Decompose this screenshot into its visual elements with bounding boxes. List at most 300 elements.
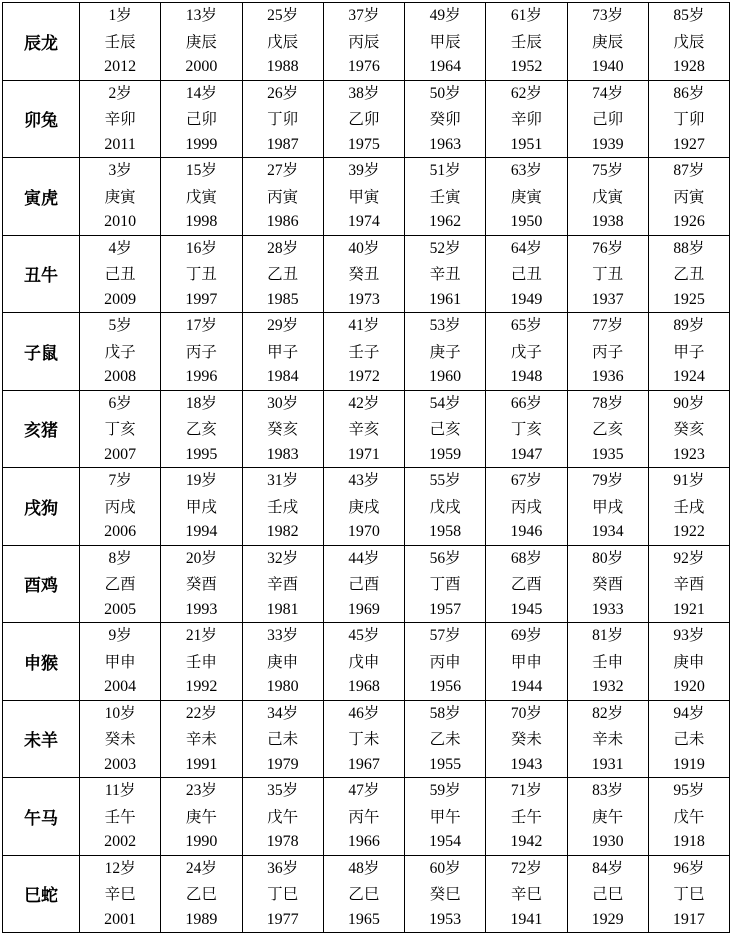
year-text: 2003 <box>104 755 137 773</box>
ganzhi-text: 戊申 <box>348 652 380 671</box>
ganzhi-text: 庚子 <box>429 342 461 361</box>
year-text: 1955 <box>429 755 462 773</box>
zodiac-label: 酉鸡 <box>3 545 80 623</box>
table-cell <box>648 623 729 701</box>
zodiac-label: 申猴 <box>3 623 80 701</box>
year-text: 1963 <box>429 135 462 153</box>
year-text: 1921 <box>672 600 705 618</box>
age-text: 4岁 <box>108 239 132 257</box>
table-cell <box>323 778 404 856</box>
table-cell <box>567 3 648 81</box>
table-cell <box>648 3 729 81</box>
year-text: 1948 <box>510 368 543 385</box>
year-text: 1966 <box>347 833 380 850</box>
table-row <box>3 855 730 933</box>
ganzhi-text: 己巳 <box>592 885 624 903</box>
ganzhi-text: 庚申 <box>267 652 299 671</box>
table-cell <box>242 313 323 391</box>
ganzhi-text: 乙丑 <box>673 265 705 283</box>
age-text: 51岁 <box>429 162 461 179</box>
age-text: 58岁 <box>429 704 461 722</box>
age-text: 10岁 <box>104 704 136 722</box>
zodiac-label: 戌狗 <box>3 468 80 546</box>
ganzhi-text: 己未 <box>267 730 299 748</box>
year-text: 1980 <box>266 678 299 695</box>
table-cell <box>80 80 161 158</box>
age-text: 2岁 <box>108 84 132 102</box>
table-cell <box>161 623 242 701</box>
ganzhi-text: 庚午 <box>185 807 217 826</box>
ganzhi-text: 壬午 <box>510 807 542 826</box>
ganzhi-text: 甲戌 <box>185 497 217 516</box>
year-text: 1929 <box>591 910 624 928</box>
year-text: 1946 <box>510 523 543 540</box>
age-text: 25岁 <box>267 7 299 24</box>
table-cell <box>405 313 486 391</box>
age-text: 30岁 <box>267 394 299 412</box>
zodiac-label: 卯兔 <box>3 80 80 158</box>
ganzhi-text: 丁丑 <box>592 265 624 283</box>
year-text: 1959 <box>429 445 462 463</box>
age-text: 45岁 <box>348 627 380 644</box>
age-text: 75岁 <box>592 162 624 179</box>
zodiac-label: 亥猪 <box>3 390 80 468</box>
table-cell <box>567 468 648 546</box>
table-cell <box>486 313 567 391</box>
age-text: 5岁 <box>108 317 132 334</box>
table-cell <box>405 158 486 236</box>
table-cell <box>486 545 567 623</box>
year-text: 1983 <box>266 445 299 463</box>
table-cell <box>323 700 404 778</box>
year-text: 2012 <box>104 58 137 75</box>
year-text: 1923 <box>672 445 705 463</box>
ganzhi-text: 癸酉 <box>185 575 217 593</box>
ganzhi-text: 丙午 <box>348 807 380 826</box>
age-text: 38岁 <box>348 84 380 102</box>
year-text: 1975 <box>347 135 380 153</box>
year-text: 1998 <box>185 213 218 230</box>
table-cell <box>323 545 404 623</box>
age-text: 34岁 <box>267 704 299 722</box>
year-text: 1973 <box>347 290 380 308</box>
table-cell <box>161 313 242 391</box>
age-text: 91岁 <box>673 472 705 489</box>
table-cell <box>648 313 729 391</box>
ganzhi-text: 戊辰 <box>673 32 705 51</box>
table-row <box>3 545 730 623</box>
ganzhi-text: 辛酉 <box>673 575 705 593</box>
ganzhi-text: 庚寅 <box>104 187 136 206</box>
ganzhi-text: 丙寅 <box>267 187 299 206</box>
age-text: 14岁 <box>185 84 217 102</box>
zodiac-age-table <box>2 2 730 933</box>
age-text: 81岁 <box>592 627 624 644</box>
age-text: 36岁 <box>267 859 299 877</box>
ganzhi-text: 戊午 <box>267 807 299 826</box>
age-text: 22岁 <box>185 704 217 722</box>
ganzhi-text: 乙巳 <box>348 885 380 903</box>
table-cell <box>567 158 648 236</box>
table-cell <box>161 390 242 468</box>
age-text: 71岁 <box>510 782 542 799</box>
year-text: 1994 <box>185 523 218 540</box>
ganzhi-text: 丙辰 <box>348 32 380 51</box>
table-row <box>3 623 730 701</box>
table-cell <box>80 778 161 856</box>
table-cell <box>405 235 486 313</box>
table-row <box>3 158 730 236</box>
age-text: 96岁 <box>673 859 705 877</box>
table-cell <box>161 468 242 546</box>
age-text: 35岁 <box>267 782 299 799</box>
table-cell <box>567 80 648 158</box>
ganzhi-text: 乙酉 <box>104 575 136 593</box>
year-text: 1968 <box>347 678 380 695</box>
age-text: 16岁 <box>185 239 217 257</box>
ganzhi-text: 庚申 <box>673 652 705 671</box>
ganzhi-text: 己酉 <box>348 575 380 593</box>
year-text: 1987 <box>266 135 299 153</box>
age-text: 46岁 <box>348 704 380 722</box>
year-text: 1922 <box>672 523 705 540</box>
ganzhi-text: 己丑 <box>104 265 136 283</box>
age-text: 1岁 <box>108 7 132 24</box>
year-text: 1944 <box>510 678 543 695</box>
ganzhi-text: 庚辰 <box>185 32 217 51</box>
year-text: 2007 <box>104 445 137 463</box>
year-text: 1979 <box>266 755 299 773</box>
ganzhi-text: 壬戌 <box>673 497 705 516</box>
year-text: 1992 <box>185 678 218 695</box>
year-text: 1918 <box>672 833 705 850</box>
table-cell <box>242 235 323 313</box>
table-cell <box>161 3 242 81</box>
table-cell <box>323 623 404 701</box>
ganzhi-text: 乙丑 <box>267 265 299 283</box>
table-cell <box>567 700 648 778</box>
ganzhi-text: 甲子 <box>673 342 705 361</box>
age-text: 50岁 <box>429 84 461 102</box>
year-text: 1930 <box>591 833 624 850</box>
year-text: 2006 <box>104 523 137 540</box>
ganzhi-text: 丁巳 <box>267 885 299 903</box>
ganzhi-text: 辛巳 <box>510 885 542 903</box>
table-cell <box>405 700 486 778</box>
year-text: 2005 <box>104 600 137 618</box>
year-text: 1971 <box>347 445 380 463</box>
age-text: 15岁 <box>185 162 217 179</box>
age-text: 77岁 <box>592 317 624 334</box>
ganzhi-text: 乙卯 <box>348 110 380 128</box>
ganzhi-text: 甲子 <box>267 342 299 361</box>
age-text: 31岁 <box>267 472 299 489</box>
year-text: 1925 <box>672 290 705 308</box>
ganzhi-text: 壬午 <box>104 807 136 826</box>
age-text: 92岁 <box>673 549 705 567</box>
ganzhi-text: 甲申 <box>510 652 542 671</box>
age-text: 11岁 <box>104 782 136 799</box>
table-row <box>3 235 730 313</box>
table-cell <box>242 3 323 81</box>
year-text: 1927 <box>672 135 705 153</box>
table-cell <box>161 778 242 856</box>
year-text: 1928 <box>672 58 705 75</box>
ganzhi-text: 壬戌 <box>267 497 299 516</box>
year-text: 1931 <box>591 755 624 773</box>
table-cell <box>242 390 323 468</box>
table-cell <box>80 468 161 546</box>
year-text: 2009 <box>104 290 137 308</box>
ganzhi-text: 庚辰 <box>592 32 624 51</box>
ganzhi-text: 己卯 <box>185 110 217 128</box>
table-cell <box>80 700 161 778</box>
year-text: 1991 <box>185 755 218 773</box>
age-text: 48岁 <box>348 859 380 877</box>
ganzhi-text: 癸卯 <box>429 110 461 128</box>
ganzhi-text: 丁未 <box>348 730 380 748</box>
age-text: 29岁 <box>267 317 299 334</box>
ganzhi-text: 辛卯 <box>510 110 542 128</box>
age-text: 57岁 <box>429 627 461 644</box>
table-row <box>3 468 730 546</box>
ganzhi-text: 庚午 <box>592 807 624 826</box>
table-cell <box>80 855 161 933</box>
age-text: 74岁 <box>592 84 624 102</box>
year-text: 1945 <box>510 600 543 618</box>
table-cell <box>405 855 486 933</box>
table-cell <box>567 390 648 468</box>
age-text: 12岁 <box>104 859 136 877</box>
age-text: 78岁 <box>592 394 624 412</box>
year-text: 1995 <box>185 445 218 463</box>
year-text: 1939 <box>591 135 624 153</box>
table-cell <box>242 545 323 623</box>
age-text: 55岁 <box>429 472 461 489</box>
table-cell <box>486 158 567 236</box>
ganzhi-text: 丁卯 <box>673 110 705 128</box>
table-cell <box>323 313 404 391</box>
age-text: 80岁 <box>592 549 624 567</box>
age-text: 40岁 <box>348 239 380 257</box>
table-cell <box>242 623 323 701</box>
table-cell <box>486 778 567 856</box>
table-cell <box>323 855 404 933</box>
table-cell <box>242 158 323 236</box>
ganzhi-text: 丁酉 <box>429 575 461 593</box>
year-text: 1957 <box>429 600 462 618</box>
table-cell <box>567 545 648 623</box>
year-text: 1976 <box>347 58 380 75</box>
year-text: 1978 <box>266 833 299 850</box>
ganzhi-text: 丁亥 <box>104 420 136 438</box>
year-text: 1993 <box>185 600 218 618</box>
ganzhi-text: 庚寅 <box>510 187 542 206</box>
age-text: 90岁 <box>673 394 705 412</box>
year-text: 2008 <box>104 368 137 385</box>
age-text: 94岁 <box>673 704 705 722</box>
age-text: 26岁 <box>267 84 299 102</box>
table-cell <box>80 313 161 391</box>
ganzhi-text: 辛巳 <box>104 885 136 903</box>
ganzhi-text: 己未 <box>673 730 705 748</box>
year-text: 1988 <box>266 58 299 75</box>
table-cell <box>405 3 486 81</box>
table-cell <box>242 855 323 933</box>
table-row <box>3 778 730 856</box>
table-cell <box>161 700 242 778</box>
age-text: 24岁 <box>185 859 217 877</box>
ganzhi-text: 丁亥 <box>510 420 542 438</box>
age-text: 73岁 <box>592 7 624 24</box>
year-text: 1956 <box>429 678 462 695</box>
table-cell <box>405 545 486 623</box>
table-cell <box>161 235 242 313</box>
table-cell <box>80 545 161 623</box>
age-text: 72岁 <box>510 859 542 877</box>
age-text: 27岁 <box>267 162 299 179</box>
ganzhi-text: 乙未 <box>429 730 461 748</box>
ganzhi-text: 己丑 <box>510 265 542 283</box>
age-text: 20岁 <box>185 549 217 567</box>
table-cell <box>405 778 486 856</box>
year-text: 1950 <box>510 213 543 230</box>
age-text: 33岁 <box>267 627 299 644</box>
table-cell <box>161 855 242 933</box>
year-text: 1960 <box>429 368 462 385</box>
age-text: 70岁 <box>510 704 542 722</box>
table-cell <box>648 235 729 313</box>
ganzhi-text: 丙戌 <box>104 497 136 516</box>
year-text: 1932 <box>591 678 624 695</box>
year-text: 1942 <box>510 833 543 850</box>
age-text: 43岁 <box>348 472 380 489</box>
table-cell <box>405 80 486 158</box>
zodiac-label: 巳蛇 <box>3 855 80 933</box>
ganzhi-text: 庚戌 <box>348 497 380 516</box>
table-cell <box>648 158 729 236</box>
table-cell <box>567 855 648 933</box>
table-cell <box>567 235 648 313</box>
ganzhi-text: 丙子 <box>185 342 217 361</box>
year-text: 1999 <box>185 135 218 153</box>
year-text: 1981 <box>266 600 299 618</box>
year-text: 2011 <box>104 135 136 153</box>
ganzhi-text: 辛亥 <box>348 420 380 438</box>
table-cell <box>486 80 567 158</box>
table-cell <box>161 545 242 623</box>
year-text: 1954 <box>429 833 462 850</box>
ganzhi-text: 丁巳 <box>673 885 705 903</box>
age-text: 49岁 <box>429 7 461 24</box>
age-text: 56岁 <box>429 549 461 567</box>
table-cell <box>567 313 648 391</box>
age-text: 9岁 <box>108 627 132 644</box>
year-text: 1936 <box>591 368 624 385</box>
table-cell <box>323 3 404 81</box>
age-text: 17岁 <box>185 317 217 334</box>
year-text: 1949 <box>510 290 543 308</box>
year-text: 1943 <box>510 755 543 773</box>
age-text: 6岁 <box>108 394 132 412</box>
age-text: 83岁 <box>592 782 624 799</box>
table-cell <box>486 700 567 778</box>
age-text: 65岁 <box>510 317 542 334</box>
age-text: 59岁 <box>429 782 461 799</box>
age-text: 84岁 <box>592 859 624 877</box>
table-cell <box>405 468 486 546</box>
age-text: 69岁 <box>510 627 542 644</box>
table-cell <box>648 855 729 933</box>
table-cell <box>323 235 404 313</box>
table-row <box>3 390 730 468</box>
age-text: 66岁 <box>510 394 542 412</box>
table-cell <box>648 390 729 468</box>
year-text: 1982 <box>266 523 299 540</box>
age-text: 47岁 <box>348 782 380 799</box>
ganzhi-text: 戊寅 <box>592 187 624 206</box>
table-cell <box>80 158 161 236</box>
ganzhi-text: 辛酉 <box>267 575 299 593</box>
age-text: 52岁 <box>429 239 461 257</box>
year-text: 1958 <box>429 523 462 540</box>
year-text: 1924 <box>672 368 705 385</box>
zodiac-label: 丑牛 <box>3 235 80 313</box>
ganzhi-text: 甲午 <box>429 807 461 826</box>
table-cell <box>161 80 242 158</box>
age-text: 93岁 <box>673 627 705 644</box>
ganzhi-text: 癸酉 <box>592 575 624 593</box>
age-text: 86岁 <box>673 84 705 102</box>
year-text: 1919 <box>672 755 705 773</box>
year-text: 1967 <box>347 755 380 773</box>
year-text: 1941 <box>510 910 543 928</box>
table-cell <box>567 778 648 856</box>
age-text: 88岁 <box>673 239 705 257</box>
table-row <box>3 3 730 81</box>
table-cell <box>648 468 729 546</box>
age-text: 41岁 <box>348 317 380 334</box>
zodiac-label: 未羊 <box>3 700 80 778</box>
ganzhi-text: 乙亥 <box>592 420 624 438</box>
age-text: 85岁 <box>673 7 705 24</box>
table-cell <box>486 390 567 468</box>
ganzhi-text: 壬寅 <box>429 187 461 206</box>
year-text: 1989 <box>185 910 218 928</box>
age-text: 54岁 <box>429 394 461 412</box>
ganzhi-text: 戊辰 <box>267 32 299 51</box>
ganzhi-text: 辛未 <box>185 730 217 748</box>
ganzhi-text: 乙酉 <box>510 575 542 593</box>
age-text: 61岁 <box>510 7 542 24</box>
year-text: 1961 <box>429 290 462 308</box>
year-text: 2002 <box>104 833 137 850</box>
age-text: 19岁 <box>185 472 217 489</box>
ganzhi-text: 己卯 <box>592 110 624 128</box>
table-row <box>3 700 730 778</box>
year-text: 1926 <box>672 213 705 230</box>
table-cell <box>80 3 161 81</box>
age-text: 23岁 <box>185 782 217 799</box>
ganzhi-text: 丙戌 <box>510 497 542 516</box>
table-cell <box>323 80 404 158</box>
ganzhi-text: 甲申 <box>104 652 136 671</box>
ganzhi-text: 戊午 <box>673 807 705 826</box>
table-cell <box>80 623 161 701</box>
year-text: 1985 <box>266 290 299 308</box>
year-text: 1964 <box>429 58 462 75</box>
age-text: 44岁 <box>348 549 380 567</box>
